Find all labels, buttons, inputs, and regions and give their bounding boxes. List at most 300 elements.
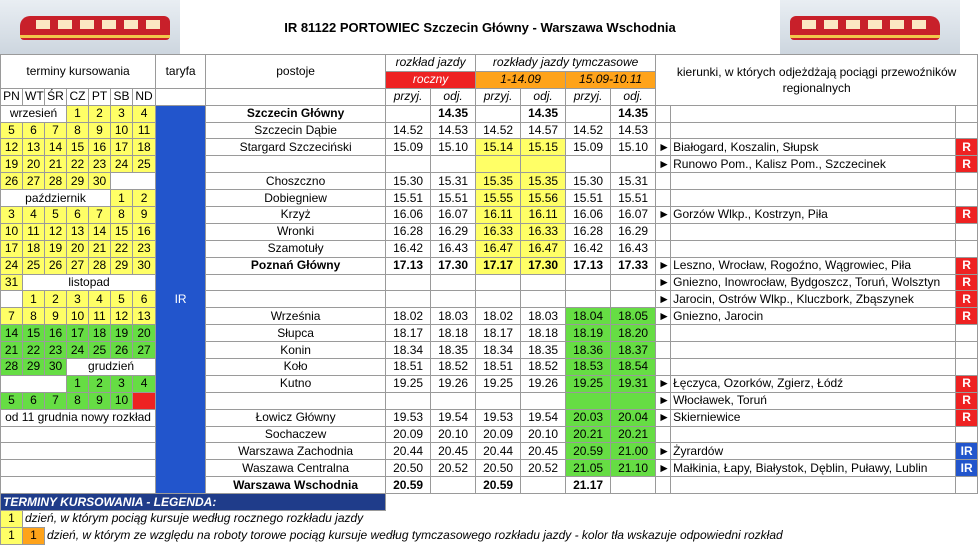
time-cell: 21.10: [611, 460, 656, 477]
direction-text: [671, 359, 956, 376]
time-cell: 21.05: [566, 460, 611, 477]
timetable: [0, 54, 978, 545]
calendar-day: 7: [1, 308, 23, 325]
arrow-icon: ►: [656, 409, 671, 426]
calendar-day: 18: [89, 325, 111, 342]
calendar-day: 15: [111, 223, 133, 240]
calendar-day: 8: [67, 122, 89, 139]
time-cell: 16.33: [521, 223, 566, 240]
time-cell: 17.17: [476, 257, 521, 274]
time-cell: 20.04: [611, 409, 656, 426]
table-row: [1, 443, 978, 460]
calendar-day: 14: [45, 139, 67, 156]
time-cell: 14.35: [521, 105, 566, 122]
day-5: SB: [111, 88, 133, 105]
table-row: [1, 156, 978, 173]
arrow-icon: ►: [656, 308, 671, 325]
time-cell: 18.17: [386, 325, 431, 342]
table-row: [1, 308, 978, 325]
table-row: [1, 392, 978, 409]
header-taryfa: taryfa: [156, 55, 206, 89]
calendar-day: 20: [67, 240, 89, 257]
page-title: IR 81122 PORTOWIEC Szczecin Główny - Warszawa Wschodnia: [284, 19, 676, 35]
time-cell: 18.34: [476, 342, 521, 359]
calendar-day: 7: [89, 207, 111, 224]
calendar-day: 27: [133, 342, 156, 359]
calendar-day: 5: [45, 207, 67, 224]
legend-text-2: dzień, w którym ze względu na roboty torowe pociąg kursuje według tymczasowego rozkładu jazdy - kolor tła wskazuje odpowiedni rozkład: [47, 528, 783, 543]
calendar-day: 24: [1, 257, 23, 274]
calendar-day: 22: [67, 156, 89, 173]
calendar-day: 11: [133, 122, 156, 139]
calendar-day: 16: [45, 325, 67, 342]
calendar-day: od 11 grudnia nowy rozkład: [1, 409, 156, 426]
station-name: Szczecin Dąbie: [206, 122, 386, 139]
time-cell: [611, 156, 656, 173]
arrow-icon: [656, 240, 671, 257]
carrier-badge: R: [956, 375, 978, 392]
day-2: ŚR: [45, 88, 67, 105]
time-cell: [566, 156, 611, 173]
carrier-badge: [956, 105, 978, 122]
calendar-day: 12: [111, 308, 133, 325]
time-cell: 16.28: [386, 223, 431, 240]
time-cell: 15.09: [566, 139, 611, 156]
time-cell: [611, 274, 656, 291]
time-cell: 20.59: [386, 477, 431, 494]
time-cell: 20.21: [611, 426, 656, 443]
calendar-day: 9: [89, 392, 111, 409]
table-row: [1, 511, 978, 528]
direction-text: Jarocin, Ostrów Wlkp., Kluczbork, Zbąszynek: [671, 291, 956, 308]
calendar-day: 8: [23, 308, 45, 325]
time-cell: 21.17: [566, 477, 611, 494]
carrier-badge: R: [956, 409, 978, 426]
time-cell: 15.51: [431, 190, 476, 207]
direction-text: Skierniewice: [671, 409, 956, 426]
time-cell: 15.51: [566, 190, 611, 207]
calendar-day: październik: [1, 190, 111, 207]
calendar-day: 4: [89, 291, 111, 308]
time-cell: [431, 274, 476, 291]
arrow-icon: ►: [656, 291, 671, 308]
calendar-day: 14: [89, 223, 111, 240]
calendar-day: 1: [23, 291, 45, 308]
calendar-day: [1, 375, 67, 392]
table-row: [1, 325, 978, 342]
station-name: Stargard Szczeciński: [206, 139, 386, 156]
arrow-icon: [656, 105, 671, 122]
time-cell: 15.56: [521, 190, 566, 207]
direction-text: Żyrardów: [671, 443, 956, 460]
header-przyj: przyj.: [476, 88, 521, 105]
calendar-day: 11: [89, 308, 111, 325]
time-cell: 20.03: [566, 409, 611, 426]
arrow-icon: [656, 342, 671, 359]
calendar-day: 27: [67, 257, 89, 274]
calendar-day: 28: [89, 257, 111, 274]
table-row: [1, 494, 978, 511]
time-cell: 14.53: [431, 122, 476, 139]
calendar-day: 6: [133, 291, 156, 308]
calendar-day: 10: [67, 308, 89, 325]
station-name: Szczecin Główny: [206, 105, 386, 122]
calendar-day: 23: [133, 240, 156, 257]
calendar-day: 28: [1, 359, 23, 376]
calendar-day: 26: [111, 342, 133, 359]
time-cell: 21.00: [611, 443, 656, 460]
calendar-day: 3: [1, 207, 23, 224]
calendar-day: 30: [89, 173, 111, 190]
time-cell: 19.31: [611, 375, 656, 392]
time-cell: [521, 291, 566, 308]
direction-text: Włocławek, Toruń: [671, 392, 956, 409]
calendar-day: 1: [111, 190, 133, 207]
calendar-day: 16: [89, 139, 111, 156]
time-cell: 16.11: [476, 207, 521, 224]
station-name: Słupca: [206, 325, 386, 342]
header-rozklad: rozkład jazdy: [386, 55, 476, 72]
time-cell: [611, 392, 656, 409]
time-cell: [431, 156, 476, 173]
arrow-icon: ►: [656, 375, 671, 392]
day-6: ND: [133, 88, 156, 105]
station-name: Łowicz Główny: [206, 409, 386, 426]
table-row: [1, 426, 978, 443]
time-cell: 17.30: [521, 257, 566, 274]
calendar-day: 16: [133, 223, 156, 240]
station-name: Września: [206, 308, 386, 325]
table-row: [1, 240, 978, 257]
direction-text: [671, 173, 956, 190]
calendar-day: 6: [23, 392, 45, 409]
time-cell: 18.17: [476, 325, 521, 342]
arrow-icon: ►: [656, 257, 671, 274]
time-cell: 14.52: [386, 122, 431, 139]
time-cell: 18.05: [611, 308, 656, 325]
time-cell: 16.43: [431, 240, 476, 257]
time-cell: 16.47: [521, 240, 566, 257]
time-cell: 20.10: [521, 426, 566, 443]
arrow-icon: [656, 190, 671, 207]
time-cell: [476, 156, 521, 173]
carrier-badge: IR: [956, 460, 978, 477]
calendar-day: 25: [133, 156, 156, 173]
time-cell: 16.07: [611, 207, 656, 224]
day-3: CZ: [67, 88, 89, 105]
time-cell: 18.51: [476, 359, 521, 376]
direction-text: Małkinia, Łapy, Białystok, Dęblin, Puławy, Lublin: [671, 460, 956, 477]
taryfa-value: IR: [156, 105, 206, 493]
station-name: [206, 392, 386, 409]
calendar-day: 28: [45, 173, 67, 190]
header-kierunki: kierunki, w których odjeżdżają pociągi przewoźników regionalnych: [656, 55, 978, 106]
table-row: [1, 460, 978, 477]
carrier-badge: [956, 426, 978, 443]
table-row: [1, 223, 978, 240]
direction-text: Runowo Pom., Kalisz Pom., Szczecinek: [671, 156, 956, 173]
arrow-icon: ►: [656, 156, 671, 173]
time-cell: 15.10: [611, 139, 656, 156]
station-name: Poznań Główny: [206, 257, 386, 274]
time-cell: 15.09: [386, 139, 431, 156]
carrier-badge: [956, 190, 978, 207]
time-cell: [386, 105, 431, 122]
arrow-icon: [656, 122, 671, 139]
calendar-day: 10: [1, 223, 23, 240]
time-cell: [386, 392, 431, 409]
time-cell: 19.25: [566, 375, 611, 392]
time-cell: 18.52: [521, 359, 566, 376]
time-cell: 15.55: [476, 190, 521, 207]
blank-postoje: [206, 88, 386, 105]
carrier-badge: [956, 223, 978, 240]
header-tymczasowe: rozkłady jazdy tymczasowe: [476, 55, 656, 72]
carrier-badge: [956, 173, 978, 190]
station-name: Krzyż: [206, 207, 386, 224]
calendar-day: 21: [45, 156, 67, 173]
header-terminy: terminy kursowania: [1, 55, 156, 89]
table-row: [1, 207, 978, 224]
time-cell: [521, 274, 566, 291]
calendar-day: 1: [67, 375, 89, 392]
time-cell: 19.25: [386, 375, 431, 392]
direction-text: Białogard, Koszalin, Słupsk: [671, 139, 956, 156]
table-row: [1, 359, 978, 376]
calendar-day: [111, 173, 156, 190]
time-cell: 20.50: [476, 460, 521, 477]
arrow-icon: [656, 325, 671, 342]
time-cell: 18.02: [476, 308, 521, 325]
time-cell: [566, 291, 611, 308]
time-cell: 14.35: [611, 105, 656, 122]
carrier-badge: R: [956, 392, 978, 409]
calendar-day: [133, 392, 156, 409]
time-cell: 15.30: [566, 173, 611, 190]
arrow-icon: [656, 426, 671, 443]
carrier-badge: R: [956, 291, 978, 308]
calendar-day: 24: [67, 342, 89, 359]
calendar-day: wrzesień: [1, 105, 67, 122]
carrier-badge: [956, 342, 978, 359]
calendar-day: 14: [1, 325, 23, 342]
time-cell: 18.34: [386, 342, 431, 359]
calendar-day: 8: [67, 392, 89, 409]
direction-text: Gniezno, Inowrocław, Bydgoszcz, Toruń, Wolsztyn: [671, 274, 956, 291]
calendar-day: 19: [111, 325, 133, 342]
calendar-day: 21: [1, 342, 23, 359]
calendar-day: 29: [111, 257, 133, 274]
time-cell: 15.31: [431, 173, 476, 190]
table-row: [1, 139, 978, 156]
calendar-day: 12: [45, 223, 67, 240]
arrow-icon: ►: [656, 443, 671, 460]
time-cell: 16.06: [566, 207, 611, 224]
arrow-icon: ►: [656, 460, 671, 477]
day-4: PT: [89, 88, 111, 105]
calendar-day: 27: [23, 173, 45, 190]
time-cell: [521, 392, 566, 409]
station-name: Dobiegniew: [206, 190, 386, 207]
table-row: [1, 409, 978, 426]
calendar-day: 17: [111, 139, 133, 156]
direction-text: [671, 477, 956, 494]
calendar-day: 2: [89, 375, 111, 392]
time-cell: [476, 291, 521, 308]
table-row: [1, 375, 978, 392]
time-cell: 15.51: [386, 190, 431, 207]
time-cell: 20.59: [476, 477, 521, 494]
time-cell: 15.51: [611, 190, 656, 207]
calendar-day: 29: [23, 359, 45, 376]
calendar-day: grudzień: [67, 359, 156, 376]
time-cell: 16.42: [386, 240, 431, 257]
time-cell: 18.35: [521, 342, 566, 359]
time-cell: 20.52: [521, 460, 566, 477]
carrier-badge: R: [956, 274, 978, 291]
calendar-day: [1, 291, 23, 308]
time-cell: 15.35: [521, 173, 566, 190]
time-cell: [476, 392, 521, 409]
time-cell: 18.54: [611, 359, 656, 376]
calendar-day: 13: [133, 308, 156, 325]
time-cell: 18.20: [611, 325, 656, 342]
calendar-day: 3: [111, 105, 133, 122]
title-banner: [0, 0, 960, 54]
calendar-day: [1, 443, 156, 460]
time-cell: [431, 477, 476, 494]
time-cell: 20.45: [431, 443, 476, 460]
time-cell: [386, 274, 431, 291]
calendar-day: 15: [23, 325, 45, 342]
calendar-day: 4: [23, 207, 45, 224]
header-period2: 15.09-10.11: [566, 71, 656, 88]
time-cell: 18.19: [566, 325, 611, 342]
calendar-day: 23: [45, 342, 67, 359]
time-cell: 16.07: [431, 207, 476, 224]
direction-text: [671, 223, 956, 240]
time-cell: 17.13: [566, 257, 611, 274]
time-cell: 20.50: [386, 460, 431, 477]
header-odj: odj.: [431, 88, 476, 105]
carrier-badge: IR: [956, 443, 978, 460]
arrow-icon: [656, 223, 671, 240]
direction-text: [671, 105, 956, 122]
header-przyj: przyj.: [566, 88, 611, 105]
time-cell: 14.35: [431, 105, 476, 122]
direction-text: [671, 426, 956, 443]
calendar-day: 3: [67, 291, 89, 308]
time-cell: 20.09: [476, 426, 521, 443]
calendar-day: 5: [1, 122, 23, 139]
calendar-day: 4: [133, 105, 156, 122]
time-cell: 16.11: [521, 207, 566, 224]
time-cell: 19.26: [431, 375, 476, 392]
calendar-day: 13: [67, 223, 89, 240]
day-0: PN: [1, 88, 23, 105]
calendar-day: [1, 477, 156, 494]
direction-text: Łęczyca, Ozorków, Zgierz, Łódź: [671, 375, 956, 392]
station-name: Szamotuły: [206, 240, 386, 257]
time-cell: 14.57: [521, 122, 566, 139]
calendar-day: 18: [23, 240, 45, 257]
carrier-badge: [956, 122, 978, 139]
table-row: [1, 291, 978, 308]
carrier-badge: [956, 477, 978, 494]
arrow-icon: [656, 477, 671, 494]
header-przyj: przyj.: [386, 88, 431, 105]
direction-text: [671, 342, 956, 359]
arrow-icon: ►: [656, 207, 671, 224]
calendar-day: 21: [89, 240, 111, 257]
calendar-day: 22: [23, 342, 45, 359]
time-cell: 20.45: [521, 443, 566, 460]
time-cell: [566, 274, 611, 291]
time-cell: 18.36: [566, 342, 611, 359]
time-cell: 16.29: [431, 223, 476, 240]
calendar-day: 19: [1, 156, 23, 173]
time-cell: 18.03: [431, 308, 476, 325]
table-row: [1, 55, 978, 72]
header-roczny: roczny: [386, 71, 476, 88]
calendar-day: 7: [45, 392, 67, 409]
station-name: [206, 156, 386, 173]
calendar-day: 20: [23, 156, 45, 173]
calendar-day: [1, 426, 156, 443]
direction-text: Gorzów Wlkp., Kostrzyn, Piła: [671, 207, 956, 224]
time-cell: 20.44: [386, 443, 431, 460]
arrow-icon: [656, 359, 671, 376]
calendar-day: 8: [111, 207, 133, 224]
time-cell: 20.21: [566, 426, 611, 443]
time-cell: 18.52: [431, 359, 476, 376]
carrier-badge: R: [956, 257, 978, 274]
time-cell: 17.13: [386, 257, 431, 274]
time-cell: 14.52: [566, 122, 611, 139]
time-cell: 15.35: [476, 173, 521, 190]
time-cell: [476, 105, 521, 122]
calendar-day: 10: [111, 122, 133, 139]
carrier-badge: [956, 240, 978, 257]
calendar-day: 26: [45, 257, 67, 274]
station-name: Choszczno: [206, 173, 386, 190]
calendar-day: 3: [111, 375, 133, 392]
station-name: Koło: [206, 359, 386, 376]
time-cell: [386, 291, 431, 308]
time-cell: [386, 156, 431, 173]
station-name: Warszawa Wschodnia: [206, 477, 386, 494]
calendar-day: 6: [23, 122, 45, 139]
station-name: [206, 291, 386, 308]
time-cell: 17.33: [611, 257, 656, 274]
time-cell: 20.44: [476, 443, 521, 460]
time-cell: 20.10: [431, 426, 476, 443]
time-cell: 16.43: [611, 240, 656, 257]
time-cell: 18.18: [431, 325, 476, 342]
calendar-day: 12: [1, 139, 23, 156]
calendar-day: 17: [67, 325, 89, 342]
calendar-day: 6: [67, 207, 89, 224]
legend-text-1: dzień, w którym pociąg kursuje według rocznego rozkładu jazdy: [25, 511, 364, 526]
time-cell: 14.52: [476, 122, 521, 139]
carrier-badge: R: [956, 308, 978, 325]
direction-text: [671, 190, 956, 207]
calendar-day: listopad: [23, 274, 156, 291]
calendar-day: 7: [45, 122, 67, 139]
calendar-day: 5: [1, 392, 23, 409]
calendar-day: 18: [133, 139, 156, 156]
arrow-icon: ►: [656, 139, 671, 156]
